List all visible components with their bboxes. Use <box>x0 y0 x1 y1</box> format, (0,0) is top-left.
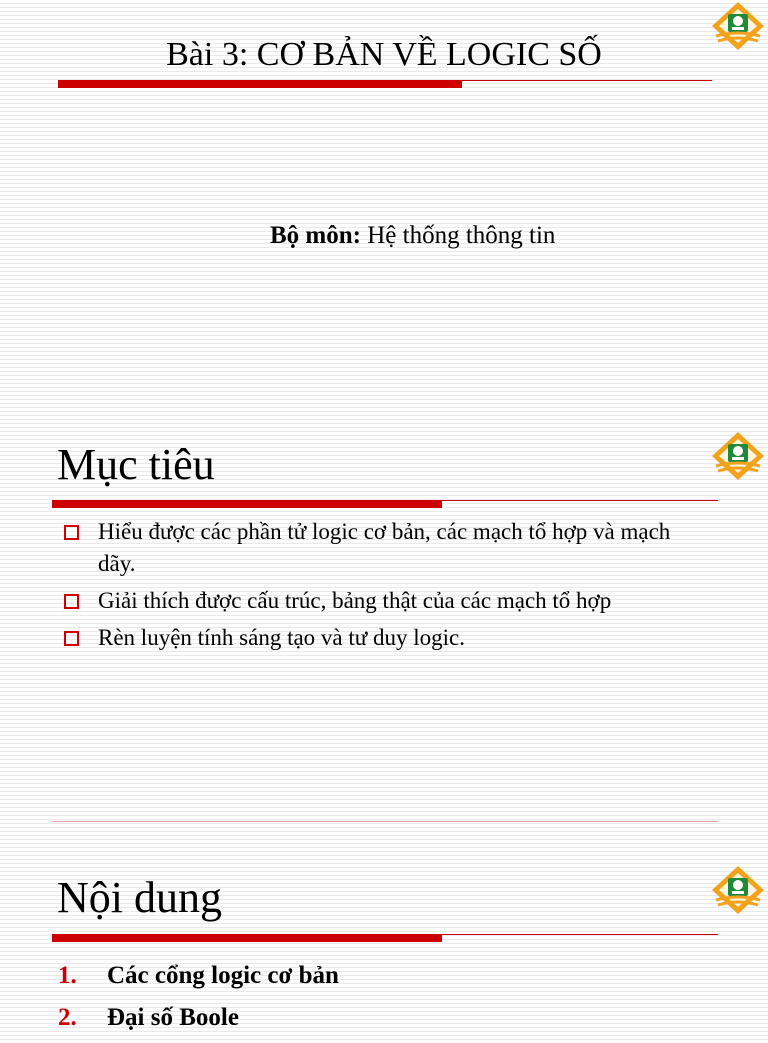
list-item-text: Hiểu được các phần tử logic cơ bản, các mạch tổ hợp và mạch dãy. <box>98 519 671 576</box>
title-underline-thick <box>58 81 462 88</box>
department-line <box>270 219 555 253</box>
heading-underline-thick <box>52 501 442 508</box>
list-item <box>58 1001 718 1043</box>
slide-2 <box>0 400 768 820</box>
university-logo-icon <box>710 864 766 918</box>
slide-title: Bài 3: CƠ BẢN VỀ LOGIC SỐ <box>166 36 602 73</box>
section-heading: Nội dung <box>57 873 222 922</box>
list-item-text: Các cổng logic cơ bản <box>107 962 339 989</box>
hollow-square-bullet-icon <box>64 525 79 540</box>
slide-1 <box>0 0 768 400</box>
list-item <box>62 585 702 617</box>
hollow-square-bullet-icon <box>64 631 79 646</box>
list-item-text: Đại số Boole <box>107 1004 239 1031</box>
university-logo-icon <box>710 430 766 484</box>
list-item <box>62 516 702 580</box>
heading-underline-thick <box>52 935 442 942</box>
title-underline-thin <box>58 80 712 81</box>
objectives-list <box>62 516 702 659</box>
list-item-number: 1. <box>58 962 77 989</box>
department-value: Hệ thống thông tin <box>360 222 556 249</box>
hollow-square-bullet-icon <box>64 594 79 609</box>
section-heading: Mục tiêu <box>57 440 215 489</box>
department-label: Bộ môn: <box>270 222 361 249</box>
list-item-text: Giải thích được cấu trúc, bảng thật của các mạch tổ hợp <box>98 588 612 613</box>
contents-list <box>58 959 718 1043</box>
list-item <box>62 622 702 654</box>
slide-3 <box>0 830 768 1031</box>
list-item-text: Rèn luyện tính sáng tạo và tư duy logic. <box>98 625 465 650</box>
list-item-number: 2. <box>58 1004 77 1031</box>
list-item <box>58 959 718 1001</box>
slide-separator <box>52 821 718 822</box>
